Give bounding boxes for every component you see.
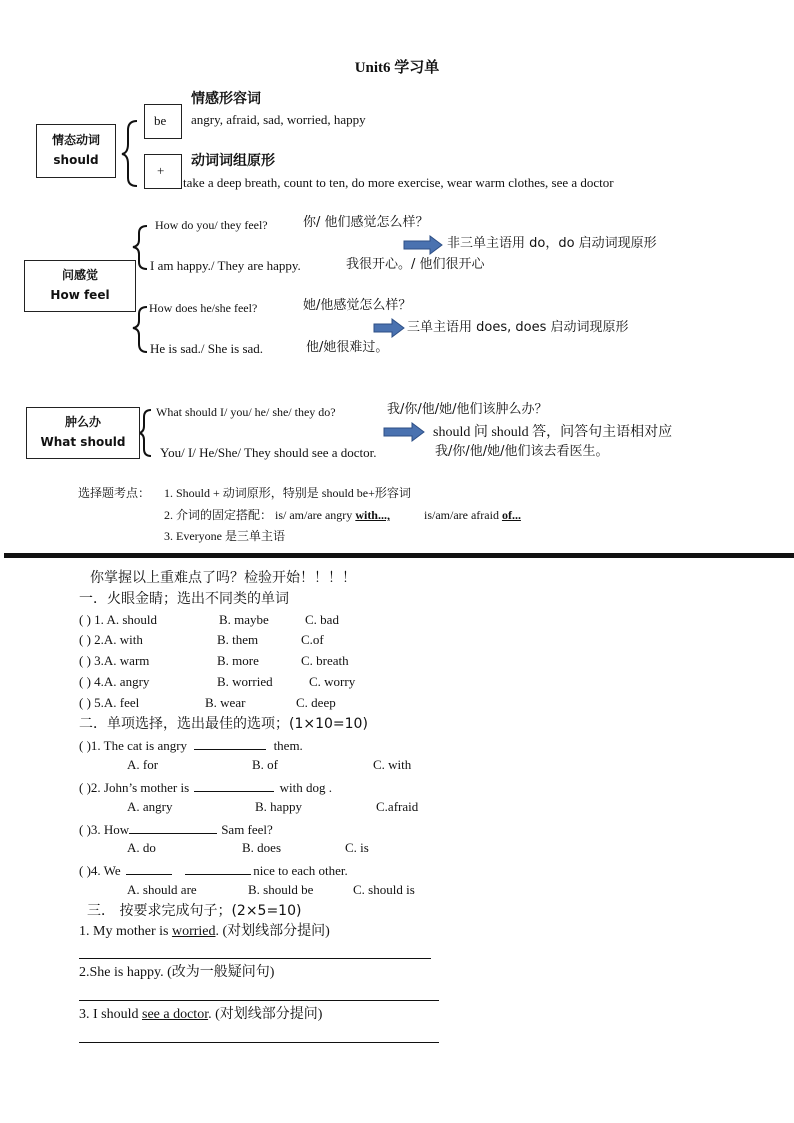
answer-line[interactable] [79, 1000, 439, 1001]
part1-heading: 一．火眼金睛；选出不同类的单词 [79, 591, 289, 607]
answer-blank[interactable] [126, 862, 172, 875]
quiz-intro: 你掌握以上重难点了吗？检验开始！！！！ [90, 570, 356, 586]
answer-blank[interactable] [194, 737, 266, 750]
arrow-icon [404, 236, 442, 254]
what-a-en: You/ I/ He/She/ They should see a doctor. [160, 445, 377, 460]
page-title: Unit6 学习单 [354, 60, 440, 76]
feel-q1-en: How do you/ they feel? [155, 218, 268, 232]
feel-q2-en: How does he/she feel? [149, 301, 258, 315]
should-label-box: 情态动词 should [36, 124, 116, 178]
part2-heading: 二．单项选择，选出最佳的选项；(1×10=10) [79, 716, 368, 732]
feel-a2-cn: 他/她很难过。 [306, 340, 389, 355]
feel-note1: 非三单主语用 do，do 启动词现原形 [447, 236, 657, 251]
brace-what [139, 410, 151, 456]
arrow-icon [374, 319, 404, 337]
feel-label-box: 问感觉 How feel [24, 260, 136, 312]
adj-list: angry, afraid, sad, worried, happy [191, 112, 366, 127]
mc-question-2: ( )2. John’s mother is with dog . [79, 780, 333, 795]
exam-point-2: 2. 介词的固定搭配： is/ am/are angry with..., is/am/are afraid of... [164, 508, 521, 522]
rewrite-sentence-2: 2.She is happy. (改为一般疑问句) [79, 965, 275, 980]
what-q-en: What should I/ you/ he/ she/ they do? [156, 405, 336, 419]
answer-line[interactable] [79, 1042, 439, 1043]
answer-blank[interactable] [129, 821, 217, 834]
section-divider [4, 553, 794, 558]
arrow-icon [384, 423, 424, 441]
answer-blank[interactable] [194, 779, 274, 792]
brace-should [122, 121, 137, 186]
what-q-cn: 我/你/他/她/他们该肿么办？ [387, 402, 548, 417]
feel-q2-cn: 她/他感觉怎么样？ [303, 298, 412, 313]
what-a-cn: 我/你/他/她/他们该去看医生。 [435, 444, 609, 459]
feel-q1-cn: 你/ 他们感觉怎么样？ [303, 215, 429, 230]
exam-point-1: 1. Should + 动词原形，特别是 should be+形容词 [164, 486, 411, 500]
mc-question-3: ( )3. How Sam feel? [79, 822, 273, 837]
exam-points-label: 选择题考点： [78, 486, 151, 500]
rewrite-sentence-3: 3. I should see a doctor. (对划线部分提问) [79, 1007, 323, 1022]
feel-a2-en: He is sad./ She is sad. [150, 341, 264, 356]
answer-blank[interactable] [185, 862, 251, 875]
what-label-box: 肿么办 What should [26, 407, 140, 459]
part3-heading: 三． 按要求完成句子；(2×5=10) [87, 903, 302, 919]
be-box: be [144, 104, 182, 139]
rewrite-sentence-1: 1. My mother is worried. (对划线部分提问) [79, 924, 330, 939]
feel-a1-en: I am happy./ They are happy. [150, 258, 301, 273]
feel-note2: 三单主语用 does, does 启动词现原形 [407, 320, 629, 335]
mc-question-4: ( )4. We nice to each other. [79, 863, 348, 878]
mc-question-1: ( )1. The cat is angry them. [79, 738, 303, 753]
verb-heading: 动词词组原形 [191, 153, 275, 169]
list-item: ( ) 3.A. warm [79, 653, 150, 668]
list-item: ( ) 2.A. with [79, 632, 143, 647]
brace-feel-lower [133, 307, 147, 352]
plus-box: + [144, 154, 182, 189]
what-note: should 问 should 答，问答句主语相对应 [433, 425, 673, 440]
answer-line[interactable] [79, 958, 431, 959]
verb-list: take a deep breath, count to ten, do more exercise, wear warm clothes, see a doctor [183, 175, 614, 190]
list-item: ( ) 5.A. feel [79, 695, 140, 710]
feel-a1-cn: 我很开心。/ 他们很开心 [346, 257, 485, 272]
exam-point-3: 3. Everyone 是三单主语 [164, 529, 285, 543]
adj-heading: 情感形容词 [191, 91, 261, 107]
list-item: ( ) 1. A. should [79, 612, 157, 627]
list-item: ( ) 4.A. angry [79, 674, 150, 689]
